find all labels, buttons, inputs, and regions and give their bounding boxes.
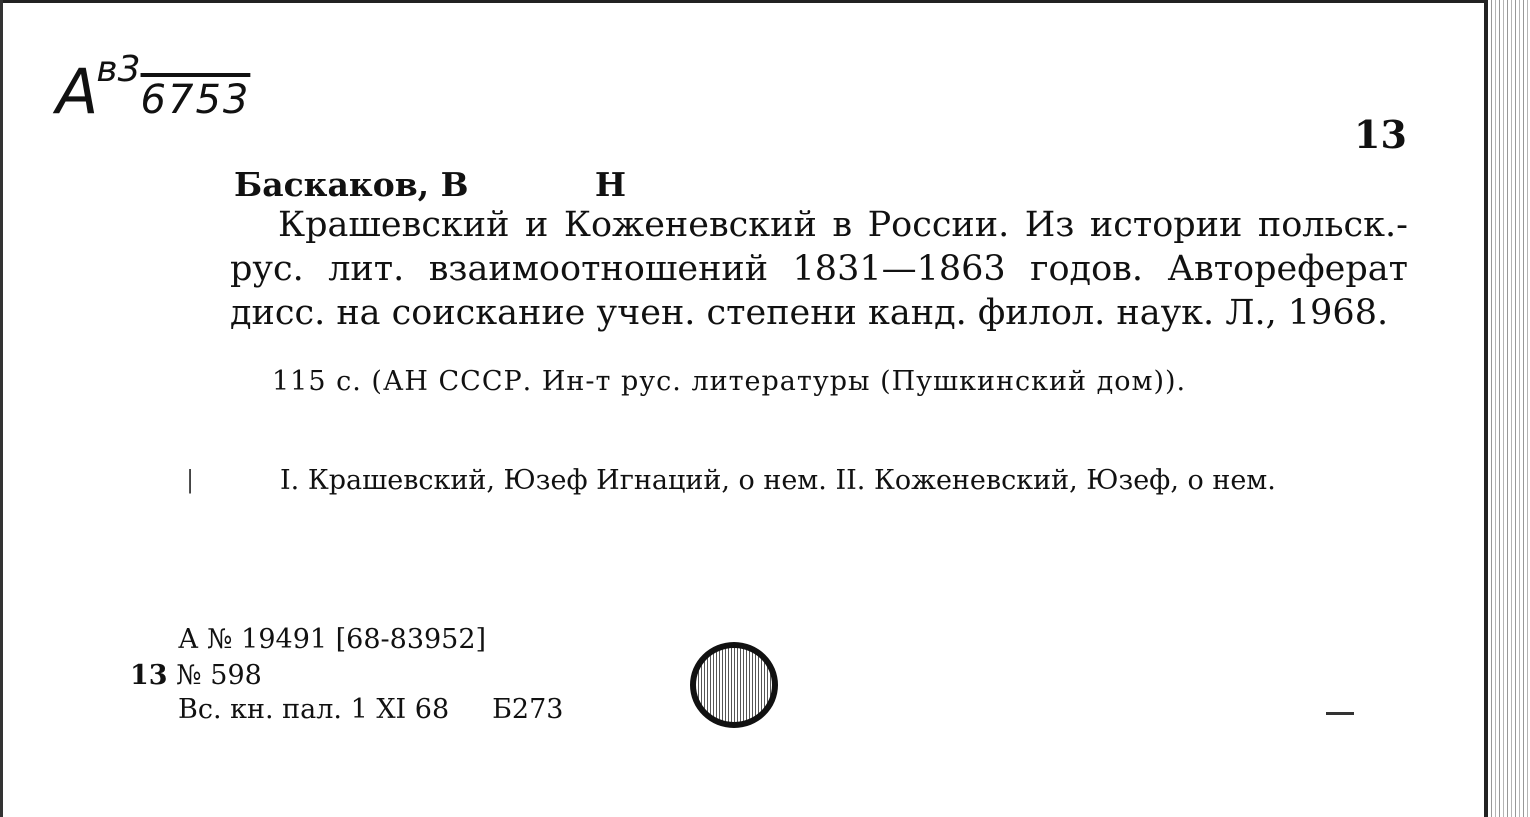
- top-border: [0, 0, 1488, 3]
- margin-mark: |: [186, 466, 195, 494]
- round-stamp: [690, 642, 778, 728]
- title-text: Крашевский и Коженевский в России. Из истории польск.-рус. лит. взаимоотношений 1831—1863 годов. Автореферат дисс. на соискание учен. степени канд. филол. наук. Л., 1968.: [230, 205, 1408, 333]
- batch-code: Б273: [492, 694, 564, 725]
- collation-line: 115 с. (АН СССР. Ин-т рус. литературы (Пушкинский дом)).: [272, 366, 1187, 397]
- card-number: 13: [1354, 112, 1407, 157]
- call-number-superscript: в3: [96, 49, 141, 90]
- registration-date: Вс. кн. пал. 1 XI 68: [178, 694, 450, 725]
- subjects-text: I. Крашевский, Юзеф Игнаций, о нем. II. Коженевский, Юзеф, о нем.: [280, 465, 1276, 496]
- subject-headings: [230, 462, 1406, 500]
- handwritten-call-number: [56, 49, 251, 128]
- accession-line-2: [130, 660, 262, 691]
- accession-line-1: А № 19491 [68-83952]: [178, 624, 487, 655]
- author-heading: Баскаков, В Н: [234, 165, 627, 204]
- stray-mark: [1326, 712, 1354, 715]
- call-number-value: 6753: [140, 77, 251, 123]
- accession-line-3: [178, 694, 563, 725]
- accession-prefix: 13: [130, 660, 168, 691]
- title-description: [230, 203, 1408, 335]
- left-edge: [0, 0, 3, 817]
- scan-edge-strip: [1488, 0, 1530, 817]
- call-number-prefix: A: [56, 55, 97, 128]
- accession-number: № 598: [176, 660, 262, 691]
